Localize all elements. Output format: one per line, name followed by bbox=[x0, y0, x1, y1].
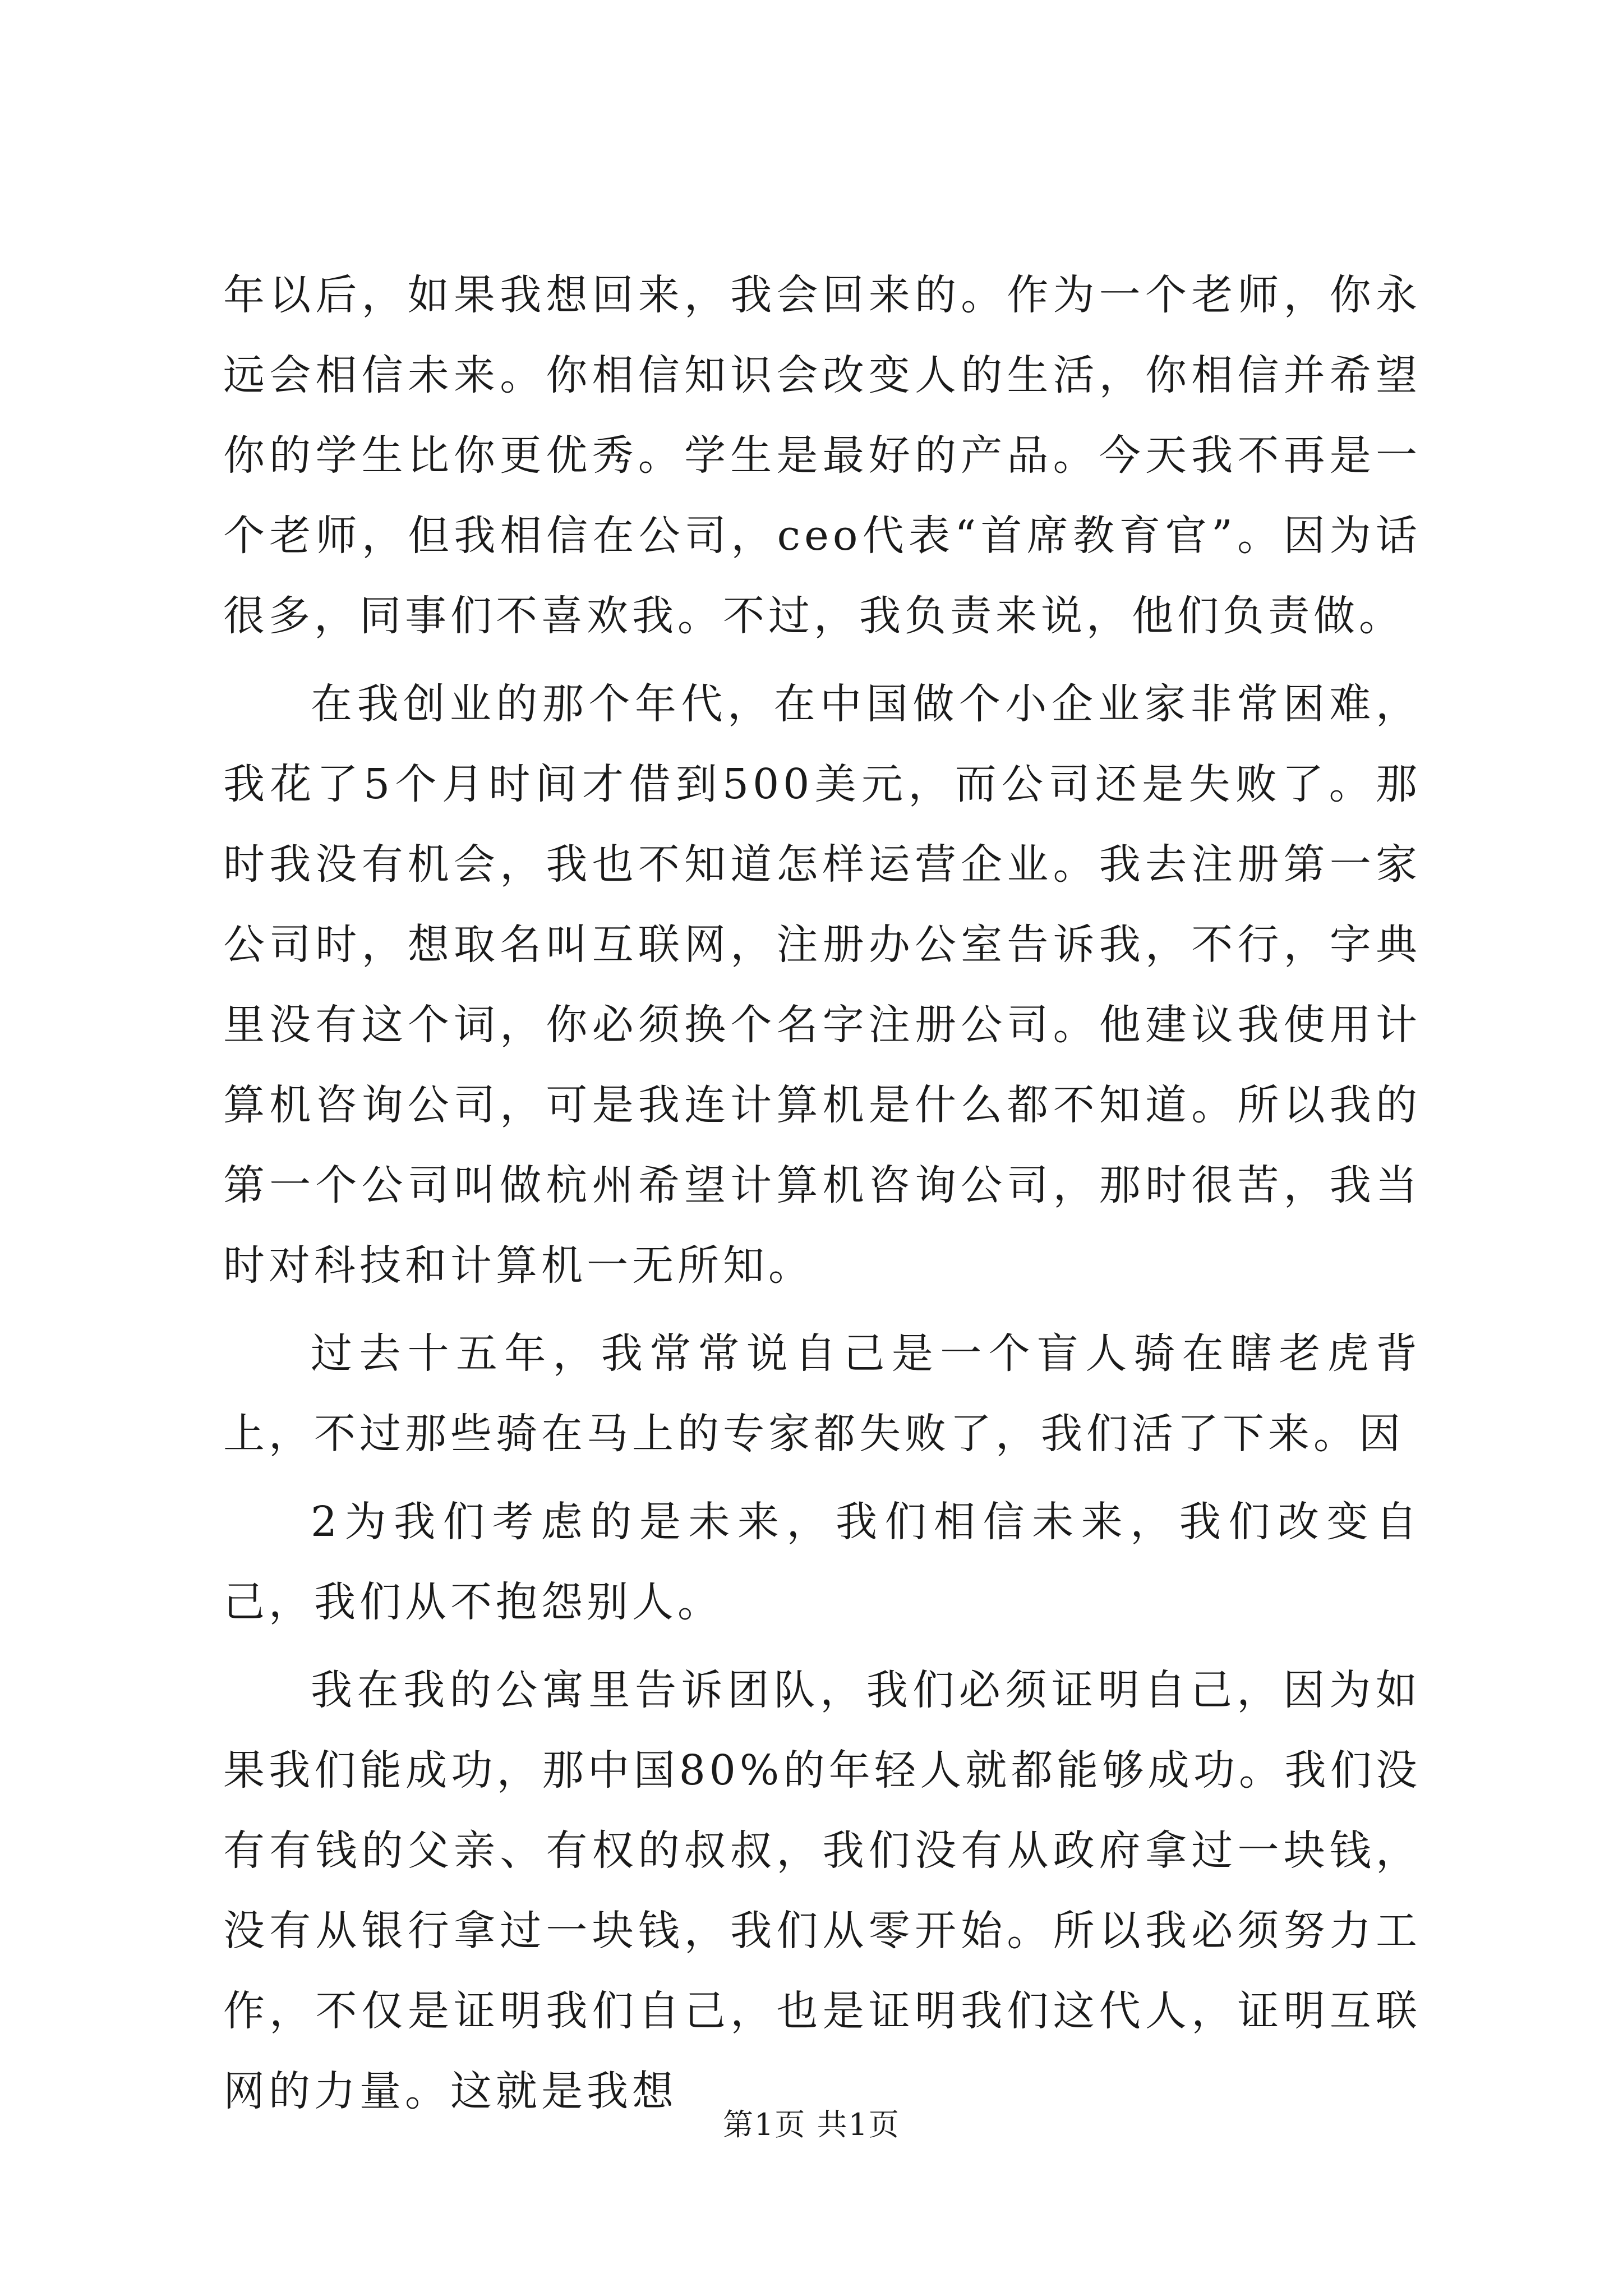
paragraph-5: 我在我的公寓里告诉团队，我们必须证明自己，因为如果我们能成功，那中国80%的年轻人就都能够成功。我们没有有钱的父亲、有权的叔叔，我们没有从政府拿过一块钱，没有从银行拿过一块钱，我们从零开始。所以我必须努力工作，不仅是证明我们自己，也是证明我们这代人，证明互联网的力量。这就是我想 bbox=[223, 1666, 1421, 2115]
paragraph-3: 过去十五年，我常常说自己是一个盲人骑在瞎老虎背上，不过那些骑在马上的专家都失败了，我们活了下来。因 bbox=[223, 1329, 1421, 1458]
paragraph-4: 2为我们考虑的是未来，我们相信未来，我们改变自己，我们从不抱怨别人。 bbox=[223, 1498, 1421, 1626]
paragraph-1: 年以后，如果我想回来，我会回来的。作为一个老师，你永远会相信未来。你相信知识会改变人的生活，你相信并希望你的学生比你更优秀。学生是最好的产品。今天我不再是一个老师，但我相信在公司，ceo代表“首席教育官”。因为话很多，同事们不喜欢我。不过，我负责来说，他们负责做。 bbox=[223, 271, 1421, 640]
document-body bbox=[223, 255, 1421, 2139]
paragraph-2: 在我创业的那个年代，在中国做个小企业家非常困难，我花了5个月时间才借到500美元，而公司还是失败了。那时我没有机会，我也不知道怎样运营企业。我去注册第一家公司时，想取名叫互联网，注册办公室告诉我，不行，字典里没有这个词，你必须换个名字注册公司。他建议我使用计算机咨询公司，可是我连计算机是什么都不知道。所以我的第一个公司叫做杭州希望计算机咨询公司，那时很苦，我当时对科技和计算机一无所知。 bbox=[223, 680, 1421, 1290]
page-footer: 第1页 共1页 bbox=[723, 2107, 900, 2142]
